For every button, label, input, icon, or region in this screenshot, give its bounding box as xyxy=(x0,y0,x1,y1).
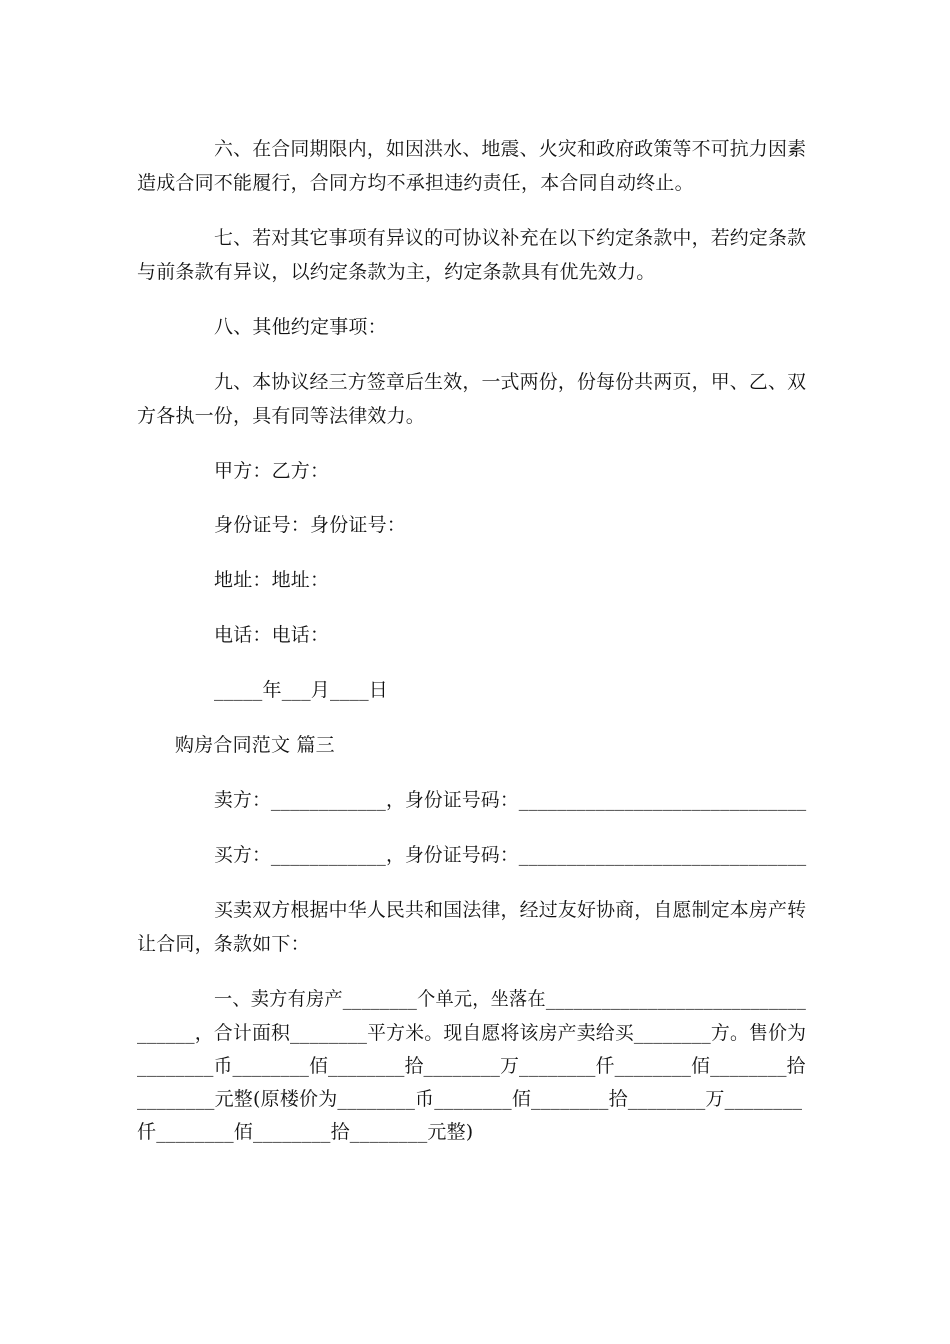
signature-parties: 甲方：乙方： xyxy=(214,460,330,482)
signature-addresses: 地址：地址： xyxy=(214,569,330,591)
buyer-line: 买方：____________，身份证号码：______________________________ xyxy=(214,844,807,866)
para6-line2: 造成合同不能履行，合同方均不承担违约责任，本合同自动终止。 xyxy=(137,172,694,194)
section-title: 购房合同范文 篇三 xyxy=(175,734,335,756)
clause1-line3: ________币________佰________拾________万________仟________佰________拾 xyxy=(137,1055,806,1077)
para9-line1: 九、本协议经三方签章后生效，一式两份，份每份共两页，甲、乙、双 xyxy=(214,371,807,393)
para7-line2: 与前条款有异议，以约定条款为主，约定条款具有优先效力。 xyxy=(137,261,656,283)
clause1-line4: ________元整(原楼价为________币________佰________拾________万________ xyxy=(137,1088,803,1110)
signature-phones: 电话：电话： xyxy=(214,624,330,646)
para7-line1: 七、若对其它事项有异议的可协议补充在以下约定条款中，若约定条款 xyxy=(214,227,807,249)
seller-line: 卖方：____________，身份证号码：______________________________ xyxy=(214,789,807,811)
signature-id-numbers: 身份证号：身份证号： xyxy=(214,514,407,536)
para8: 八、其他约定事项： xyxy=(214,316,387,338)
clause1-line2: ______，合计面积________平方米。现自愿将该房产卖给买________方。售价为 xyxy=(137,1022,807,1044)
signature-date: _____年___月____日 xyxy=(214,679,389,701)
intro-line2: 让合同，条款如下： xyxy=(137,933,310,955)
para6-line1: 六、在合同期限内，如因洪水、地震、火灾和政府政策等不可抗力因素 xyxy=(214,138,807,160)
clause1-line1: 一、卖方有房产________个单元，坐落在____________________________ xyxy=(214,988,806,1010)
clause1-line5: 仟________佰________拾________元整) xyxy=(137,1121,474,1143)
intro-line1: 买卖双方根据中华人民共和国法律，经过友好协商，自愿制定本房产转 xyxy=(214,899,807,921)
para9-line2: 方各执一份，具有同等法律效力。 xyxy=(137,405,426,427)
